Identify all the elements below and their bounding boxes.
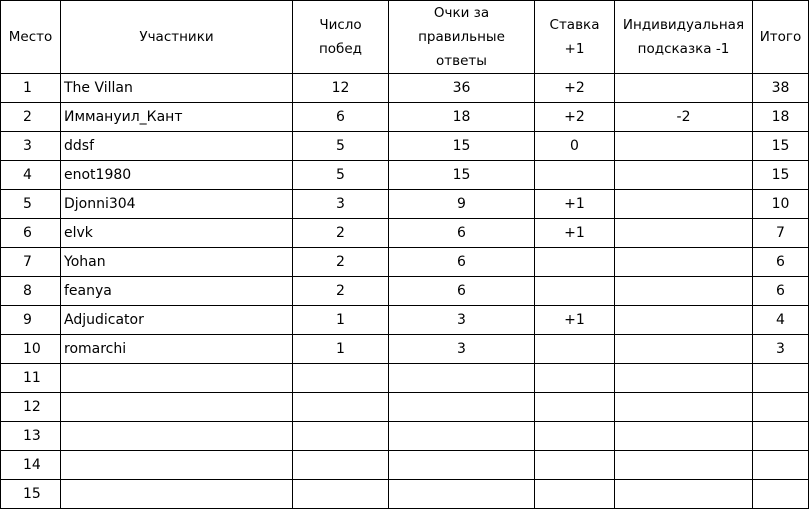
cell-total: 18: [753, 103, 809, 132]
cell-points: 9: [389, 190, 535, 219]
table-row: [1, 451, 809, 480]
cell-hint: [615, 451, 753, 480]
cell-hint: -2: [615, 103, 753, 132]
cell-name: [61, 451, 293, 480]
cell-points: [389, 364, 535, 393]
cell-wins: 2: [293, 219, 389, 248]
cell-wins: 12: [293, 74, 389, 103]
cell-place: 6: [1, 219, 61, 248]
cell-place: 12: [1, 393, 61, 422]
cell-wins: [293, 364, 389, 393]
cell-bet: +2: [535, 74, 615, 103]
cell-total: 4: [753, 306, 809, 335]
cell-points: 3: [389, 335, 535, 364]
cell-wins: [293, 422, 389, 451]
header-participants: Участники: [61, 1, 293, 74]
cell-total: 10: [753, 190, 809, 219]
cell-bet: [535, 422, 615, 451]
cell-name: Adjudicator: [61, 306, 293, 335]
cell-bet: [535, 364, 615, 393]
cell-name: Yohan: [61, 248, 293, 277]
header-points: Очки за правильные ответы: [389, 1, 535, 74]
cell-hint: [615, 364, 753, 393]
cell-wins: [293, 451, 389, 480]
header-total: Итого: [753, 1, 809, 74]
cell-place: 3: [1, 132, 61, 161]
cell-name: enot1980: [61, 161, 293, 190]
cell-bet: +1: [535, 190, 615, 219]
table-row: [1, 248, 809, 277]
cell-points: 6: [389, 277, 535, 306]
cell-name: Djonni304: [61, 190, 293, 219]
cell-total: [753, 422, 809, 451]
cell-wins: 1: [293, 306, 389, 335]
cell-wins: 2: [293, 248, 389, 277]
cell-bet: +2: [535, 103, 615, 132]
cell-points: 6: [389, 219, 535, 248]
cell-bet: [535, 277, 615, 306]
cell-hint: [615, 277, 753, 306]
cell-total: 38: [753, 74, 809, 103]
cell-wins: 5: [293, 132, 389, 161]
cell-hint: [615, 480, 753, 509]
table-row: [1, 132, 809, 161]
cell-place: 14: [1, 451, 61, 480]
cell-points: [389, 422, 535, 451]
cell-name: feanya: [61, 277, 293, 306]
cell-place: 13: [1, 422, 61, 451]
cell-place: 2: [1, 103, 61, 132]
cell-bet: +1: [535, 306, 615, 335]
cell-bet: +1: [535, 219, 615, 248]
cell-bet: [535, 161, 615, 190]
cell-points: 15: [389, 132, 535, 161]
cell-total: 7: [753, 219, 809, 248]
cell-points: 15: [389, 161, 535, 190]
cell-points: [389, 393, 535, 422]
table-row: [1, 190, 809, 219]
table-row: [1, 74, 809, 103]
cell-total: [753, 480, 809, 509]
cell-hint: [615, 219, 753, 248]
header-hint: Индивидуальная подсказка -1: [615, 1, 753, 74]
cell-bet: [535, 480, 615, 509]
cell-wins: [293, 393, 389, 422]
header-place: Место: [1, 1, 61, 74]
cell-name: elvk: [61, 219, 293, 248]
cell-place: 5: [1, 190, 61, 219]
cell-hint: [615, 161, 753, 190]
cell-wins: 1: [293, 335, 389, 364]
cell-bet: [535, 451, 615, 480]
cell-place: 8: [1, 277, 61, 306]
table-row: [1, 103, 809, 132]
cell-name: [61, 480, 293, 509]
table-row: [1, 277, 809, 306]
cell-wins: 2: [293, 277, 389, 306]
table-row: [1, 422, 809, 451]
cell-name: [61, 393, 293, 422]
cell-name: ddsf: [61, 132, 293, 161]
cell-hint: [615, 422, 753, 451]
table-row: [1, 364, 809, 393]
cell-place: 15: [1, 480, 61, 509]
cell-hint: [615, 248, 753, 277]
header-bet: Ставка +1: [535, 1, 615, 74]
cell-name: romarchi: [61, 335, 293, 364]
cell-wins: 6: [293, 103, 389, 132]
header-wins: Число побед: [293, 1, 389, 74]
cell-total: 3: [753, 335, 809, 364]
cell-name: [61, 422, 293, 451]
cell-name: [61, 364, 293, 393]
table-row: [1, 306, 809, 335]
cell-wins: 3: [293, 190, 389, 219]
table-row: [1, 480, 809, 509]
cell-points: 3: [389, 306, 535, 335]
cell-bet: 0: [535, 132, 615, 161]
cell-points: [389, 480, 535, 509]
cell-hint: [615, 74, 753, 103]
cell-place: 10: [1, 335, 61, 364]
cell-total: [753, 364, 809, 393]
cell-total: 6: [753, 248, 809, 277]
cell-hint: [615, 393, 753, 422]
cell-points: [389, 451, 535, 480]
cell-name: The Villan: [61, 74, 293, 103]
cell-hint: [615, 190, 753, 219]
header-row: [1, 1, 809, 74]
cell-place: 9: [1, 306, 61, 335]
cell-name: Иммануил_Кант: [61, 103, 293, 132]
cell-total: [753, 393, 809, 422]
cell-total: 15: [753, 161, 809, 190]
cell-bet: [535, 248, 615, 277]
cell-place: 1: [1, 74, 61, 103]
cell-total: [753, 451, 809, 480]
cell-bet: [535, 335, 615, 364]
table-row: [1, 393, 809, 422]
table-row: [1, 161, 809, 190]
cell-points: 18: [389, 103, 535, 132]
cell-place: 11: [1, 364, 61, 393]
cell-hint: [615, 306, 753, 335]
cell-total: 6: [753, 277, 809, 306]
cell-wins: [293, 480, 389, 509]
cell-wins: 5: [293, 161, 389, 190]
cell-hint: [615, 335, 753, 364]
cell-hint: [615, 132, 753, 161]
table-row: [1, 219, 809, 248]
cell-place: 7: [1, 248, 61, 277]
cell-bet: [535, 393, 615, 422]
cell-points: 6: [389, 248, 535, 277]
table-row: [1, 335, 809, 364]
cell-total: 15: [753, 132, 809, 161]
cell-points: 36: [389, 74, 535, 103]
cell-place: 4: [1, 161, 61, 190]
